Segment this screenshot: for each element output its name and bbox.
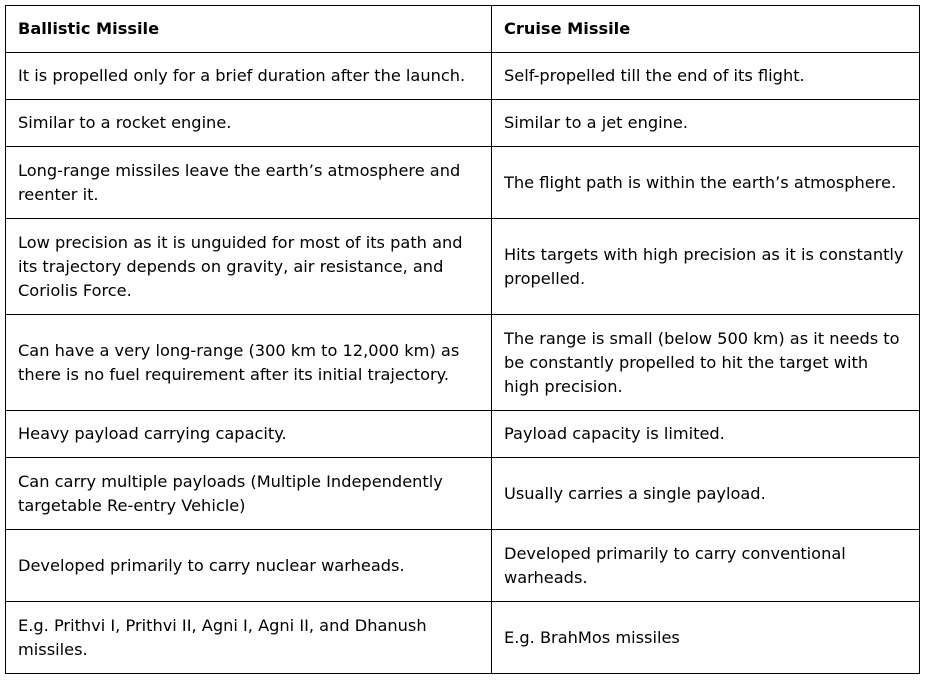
table-row bbox=[6, 100, 920, 147]
table-row bbox=[6, 411, 920, 458]
ballistic-cell: Similar to a rocket engine. bbox=[6, 100, 492, 147]
cruise-cell: The flight path is within the earth’s atmosphere. bbox=[492, 147, 920, 219]
cruise-cell: Similar to a jet engine. bbox=[492, 100, 920, 147]
table-row bbox=[6, 602, 920, 674]
table-row bbox=[6, 458, 920, 530]
ballistic-cell: Can have a very long-range (300 km to 12,000 km) as there is no fuel requirement after its initial trajectory. bbox=[6, 315, 492, 411]
comparison-table-container bbox=[5, 5, 920, 674]
cruise-cell: Self-propelled till the end of its flight. bbox=[492, 53, 920, 100]
table-row bbox=[6, 147, 920, 219]
ballistic-cell: Developed primarily to carry nuclear warheads. bbox=[6, 530, 492, 602]
comparison-table bbox=[5, 5, 920, 674]
header-ballistic-missile: Ballistic Missile bbox=[6, 6, 492, 53]
ballistic-cell: Long-range missiles leave the earth’s atmosphere and reenter it. bbox=[6, 147, 492, 219]
ballistic-cell: Low precision as it is unguided for most of its path and its trajectory depends on gravity, air resistance, and Coriolis Force. bbox=[6, 219, 492, 315]
header-cruise-missile: Cruise Missile bbox=[492, 6, 920, 53]
ballistic-cell: It is propelled only for a brief duration after the launch. bbox=[6, 53, 492, 100]
cruise-cell: Hits targets with high precision as it is constantly propelled. bbox=[492, 219, 920, 315]
table-row bbox=[6, 219, 920, 315]
table-row bbox=[6, 530, 920, 602]
table-row bbox=[6, 315, 920, 411]
table-header-row bbox=[6, 6, 920, 53]
cruise-cell: Usually carries a single payload. bbox=[492, 458, 920, 530]
ballistic-cell: Heavy payload carrying capacity. bbox=[6, 411, 492, 458]
cruise-cell: The range is small (below 500 km) as it needs to be constantly propelled to hit the target with high precision. bbox=[492, 315, 920, 411]
cruise-cell: E.g. BrahMos missiles bbox=[492, 602, 920, 674]
ballistic-cell: E.g. Prithvi I, Prithvi II, Agni I, Agni II, and Dhanush missiles. bbox=[6, 602, 492, 674]
ballistic-cell: Can carry multiple payloads (Multiple Independently targetable Re-entry Vehicle) bbox=[6, 458, 492, 530]
table-row bbox=[6, 53, 920, 100]
cruise-cell: Developed primarily to carry conventional warheads. bbox=[492, 530, 920, 602]
cruise-cell: Payload capacity is limited. bbox=[492, 411, 920, 458]
